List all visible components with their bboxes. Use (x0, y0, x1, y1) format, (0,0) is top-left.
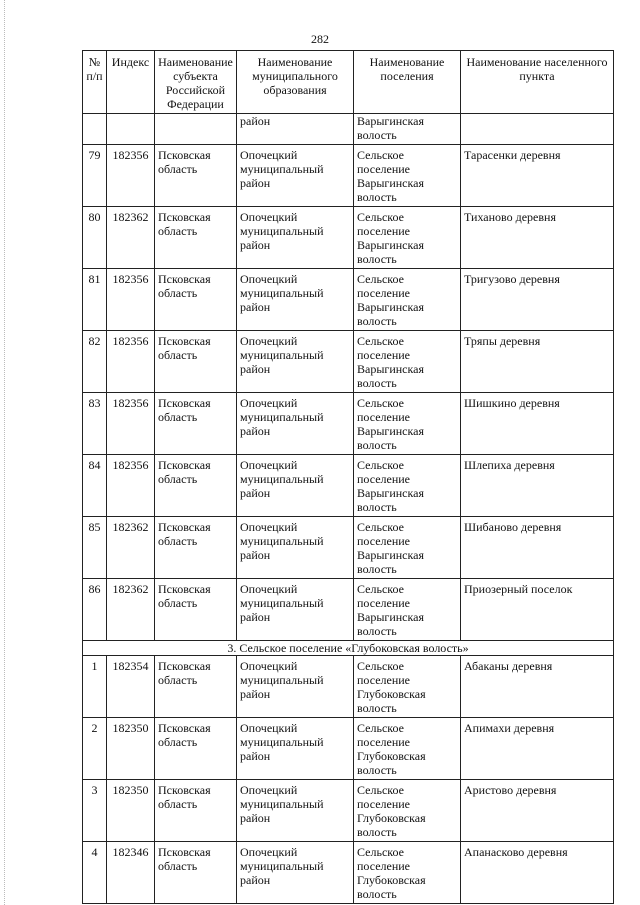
table-row (83, 207, 614, 269)
cell-settlement: Сельское поселение Варыгинская волость (354, 455, 461, 517)
cell-index: 182350 (107, 780, 155, 842)
cell-number (83, 114, 107, 145)
cell-settlement: Сельское поселение Варыгинская волость (354, 269, 461, 331)
cell-index: 182362 (107, 517, 155, 579)
cell-settlement: Сельское поселение Варыгинская волость (354, 207, 461, 269)
cell-municipality: район (237, 114, 354, 145)
cell-number: 84 (83, 455, 107, 517)
table-row (83, 331, 614, 393)
table-row (83, 393, 614, 455)
cell-index: 182362 (107, 207, 155, 269)
cell-municipality: Опочецкий муниципальный район (237, 331, 354, 393)
cell-settlement: Сельское поселение Варыгинская волость (354, 331, 461, 393)
cell-settlement: Сельское поселение Варыгинская волость (354, 393, 461, 455)
header-subject: Наименование субъекта Российской Федерации (155, 51, 237, 114)
cell-number: 85 (83, 517, 107, 579)
cell-municipality: Опочецкий муниципальный район (237, 842, 354, 904)
cell-municipality: Опочецкий муниципальный район (237, 393, 354, 455)
cell-number: 2 (83, 718, 107, 780)
cell-subject: Псковская область (155, 718, 237, 780)
cell-locality: Апимахи деревня (461, 718, 614, 780)
cell-index: 182354 (107, 656, 155, 718)
cell-subject: Псковская область (155, 780, 237, 842)
scan-edge-dots (4, 0, 7, 905)
cell-subject: Псковская область (155, 656, 237, 718)
section-heading: 3. Сельское поселение «Глубоковская волость» (83, 641, 614, 656)
cell-subject: Псковская область (155, 145, 237, 207)
section-heading-row (83, 641, 614, 656)
cell-settlement: Сельское поселение Глубоковская волость (354, 718, 461, 780)
continuation-row (83, 114, 614, 145)
cell-municipality: Опочецкий муниципальный район (237, 207, 354, 269)
cell-number: 83 (83, 393, 107, 455)
table-row (83, 579, 614, 641)
cell-locality: Шибаново деревня (461, 517, 614, 579)
cell-index: 182362 (107, 579, 155, 641)
cell-number: 1 (83, 656, 107, 718)
cell-index: 182356 (107, 455, 155, 517)
cell-locality: Тарасенки деревня (461, 145, 614, 207)
cell-index: 182346 (107, 842, 155, 904)
header-locality: Наименование населенного пункта (461, 51, 614, 114)
cell-index: 182356 (107, 393, 155, 455)
cell-municipality: Опочецкий муниципальный район (237, 145, 354, 207)
cell-number: 82 (83, 331, 107, 393)
table-header-row (83, 51, 614, 114)
table-row (83, 656, 614, 718)
cell-municipality: Опочецкий муниципальный район (237, 780, 354, 842)
cell-subject: Псковская область (155, 579, 237, 641)
cell-number: 81 (83, 269, 107, 331)
table-row (83, 842, 614, 904)
cell-locality: Аристово деревня (461, 780, 614, 842)
settlements-table (82, 50, 614, 904)
cell-locality (461, 114, 614, 145)
cell-locality: Тряпы деревня (461, 331, 614, 393)
cell-locality: Тригузово деревня (461, 269, 614, 331)
cell-number: 80 (83, 207, 107, 269)
cell-subject: Псковская область (155, 269, 237, 331)
cell-index: 182356 (107, 269, 155, 331)
cell-number: 4 (83, 842, 107, 904)
cell-locality: Шишкино деревня (461, 393, 614, 455)
header-index: Индекс (107, 51, 155, 114)
cell-locality: Приозерный поселок (461, 579, 614, 641)
cell-number: 86 (83, 579, 107, 641)
cell-index: 182350 (107, 718, 155, 780)
table-row (83, 269, 614, 331)
table-row (83, 517, 614, 579)
cell-locality: Абаканы деревня (461, 656, 614, 718)
cell-settlement: Сельское поселение Глубоковская волость (354, 656, 461, 718)
table-row (83, 780, 614, 842)
cell-municipality: Опочецкий муниципальный район (237, 269, 354, 331)
cell-index: 182356 (107, 331, 155, 393)
header-number: № п/п (83, 51, 107, 114)
cell-subject: Псковская область (155, 517, 237, 579)
cell-municipality: Опочецкий муниципальный район (237, 455, 354, 517)
header-municipality: Наименование муниципального образования (237, 51, 354, 114)
cell-settlement: Варыгинская волость (354, 114, 461, 145)
cell-subject: Псковская область (155, 842, 237, 904)
cell-subject: Псковская область (155, 331, 237, 393)
cell-settlement: Сельское поселение Варыгинская волость (354, 579, 461, 641)
header-settlement: Наименование поселения (354, 51, 461, 114)
cell-number: 3 (83, 780, 107, 842)
cell-locality: Шлепиха деревня (461, 455, 614, 517)
cell-subject: Псковская область (155, 207, 237, 269)
cell-settlement: Сельское поселение Варыгинская волость (354, 145, 461, 207)
cell-municipality: Опочецкий муниципальный район (237, 517, 354, 579)
cell-locality: Тиханово деревня (461, 207, 614, 269)
table-row (83, 145, 614, 207)
cell-index (107, 114, 155, 145)
cell-subject: Псковская область (155, 455, 237, 517)
cell-subject: Псковская область (155, 393, 237, 455)
cell-municipality: Опочецкий муниципальный район (237, 579, 354, 641)
cell-subject (155, 114, 237, 145)
cell-locality: Апанасково деревня (461, 842, 614, 904)
cell-municipality: Опочецкий муниципальный район (237, 718, 354, 780)
cell-settlement: Сельское поселение Варыгинская волость (354, 517, 461, 579)
page-number: 282 (311, 32, 329, 46)
table-row (83, 718, 614, 780)
cell-index: 182356 (107, 145, 155, 207)
cell-municipality: Опочецкий муниципальный район (237, 656, 354, 718)
cell-settlement: Сельское поселение Глубоковская волость (354, 842, 461, 904)
cell-number: 79 (83, 145, 107, 207)
table-row (83, 455, 614, 517)
cell-settlement: Сельское поселение Глубоковская волость (354, 780, 461, 842)
